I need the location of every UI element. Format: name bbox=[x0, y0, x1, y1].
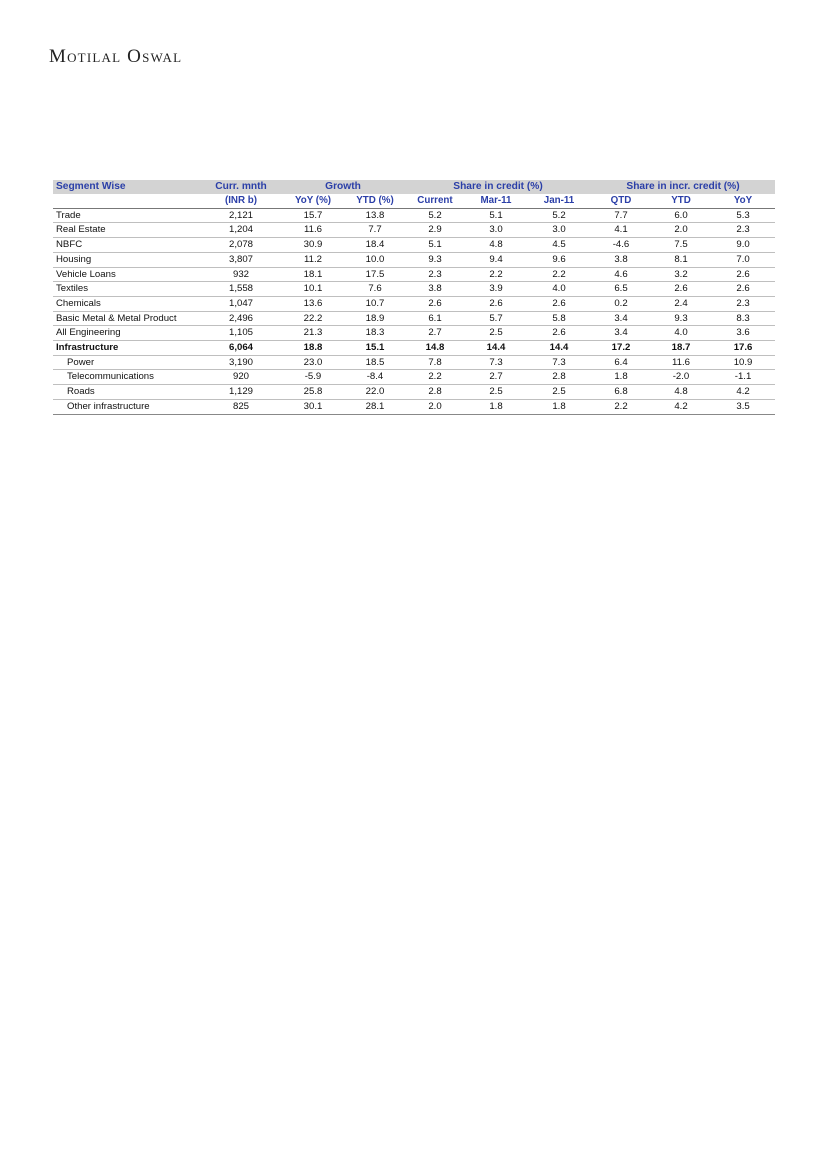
table-cell: 4.1 bbox=[591, 223, 651, 238]
table-cell: 5.1 bbox=[465, 208, 527, 223]
table-cell: 2.6 bbox=[527, 326, 591, 341]
table-cell: 2.3 bbox=[711, 296, 775, 311]
table-cell: 5.2 bbox=[405, 208, 465, 223]
table-cell: 1.8 bbox=[591, 370, 651, 385]
table-cell: 3,190 bbox=[201, 355, 281, 370]
subheader-cell: YTD bbox=[651, 194, 711, 208]
table-cell: 1.8 bbox=[527, 399, 591, 414]
table-cell: 2,078 bbox=[201, 238, 281, 253]
table-cell: 932 bbox=[201, 267, 281, 282]
table-cell: 920 bbox=[201, 370, 281, 385]
row-label: Real Estate bbox=[53, 223, 201, 238]
table-cell: 23.0 bbox=[281, 355, 345, 370]
table-cell: 1.8 bbox=[465, 399, 527, 414]
table-cell: -8.4 bbox=[345, 370, 405, 385]
table-cell: 2.7 bbox=[465, 370, 527, 385]
table-cell: 3.0 bbox=[465, 223, 527, 238]
table-cell: 18.7 bbox=[651, 341, 711, 356]
table-cell: 1,105 bbox=[201, 326, 281, 341]
table-cell: 22.0 bbox=[345, 385, 405, 400]
table-cell: 3.8 bbox=[405, 282, 465, 297]
table-cell: 825 bbox=[201, 399, 281, 414]
row-label: Power bbox=[53, 355, 201, 370]
subheader-cell bbox=[53, 194, 201, 208]
subheader-cell: Jan-11 bbox=[527, 194, 591, 208]
table-cell: 3.9 bbox=[465, 282, 527, 297]
table-cell: 2,496 bbox=[201, 311, 281, 326]
table-cell: 4.6 bbox=[591, 267, 651, 282]
table-cell: 5.2 bbox=[527, 208, 591, 223]
table-cell: -4.6 bbox=[591, 238, 651, 253]
table-cell: 2.8 bbox=[405, 385, 465, 400]
table-cell: 9.0 bbox=[711, 238, 775, 253]
table-cell: 10.1 bbox=[281, 282, 345, 297]
table-cell: 8.1 bbox=[651, 252, 711, 267]
table-cell: 7.6 bbox=[345, 282, 405, 297]
table-cell: 6.4 bbox=[591, 355, 651, 370]
row-label: NBFC bbox=[53, 238, 201, 253]
table-cell: 18.9 bbox=[345, 311, 405, 326]
table-row bbox=[53, 355, 775, 370]
table-row bbox=[53, 208, 775, 223]
table-cell: 2.5 bbox=[527, 385, 591, 400]
table-cell: 2.4 bbox=[651, 296, 711, 311]
table-cell: 2.6 bbox=[405, 296, 465, 311]
table-cell: 17.2 bbox=[591, 341, 651, 356]
table-cell: 17.6 bbox=[711, 341, 775, 356]
row-label: Other infrastructure bbox=[53, 399, 201, 414]
table-cell: 0.2 bbox=[591, 296, 651, 311]
table-cell: 10.9 bbox=[711, 355, 775, 370]
row-label: Telecommunications bbox=[53, 370, 201, 385]
table-cell: 18.4 bbox=[345, 238, 405, 253]
segment-credit-table bbox=[53, 180, 775, 415]
table-cell: 4.0 bbox=[527, 282, 591, 297]
table-cell: 2.0 bbox=[405, 399, 465, 414]
table-row bbox=[53, 341, 775, 356]
table-cell: 15.7 bbox=[281, 208, 345, 223]
table-row bbox=[53, 311, 775, 326]
table-cell: 18.5 bbox=[345, 355, 405, 370]
table-cell: 4.2 bbox=[651, 399, 711, 414]
table-row bbox=[53, 326, 775, 341]
table-cell: 2.7 bbox=[405, 326, 465, 341]
table-cell: -2.0 bbox=[651, 370, 711, 385]
table-cell: 1,129 bbox=[201, 385, 281, 400]
table-cell: 14.4 bbox=[527, 341, 591, 356]
table-cell: -5.9 bbox=[281, 370, 345, 385]
table-cell: 2.2 bbox=[465, 267, 527, 282]
header-group-row bbox=[53, 180, 775, 194]
header-curr-month: Curr. mnth bbox=[201, 180, 281, 194]
table-cell: 3.6 bbox=[711, 326, 775, 341]
table-cell: 3.0 bbox=[527, 223, 591, 238]
table-cell: 4.0 bbox=[651, 326, 711, 341]
subheader-cell: YTD (%) bbox=[345, 194, 405, 208]
table-cell: 5.3 bbox=[711, 208, 775, 223]
header-share-incr-credit: Share in incr. credit (%) bbox=[591, 180, 775, 194]
row-label: Housing bbox=[53, 252, 201, 267]
table-cell: 3.4 bbox=[591, 311, 651, 326]
table-cell: 3.8 bbox=[591, 252, 651, 267]
table-row bbox=[53, 282, 775, 297]
table-cell: 5.7 bbox=[465, 311, 527, 326]
table-cell: 14.4 bbox=[465, 341, 527, 356]
table-row bbox=[53, 267, 775, 282]
subheader-cell: (INR b) bbox=[201, 194, 281, 208]
table-cell: 4.8 bbox=[651, 385, 711, 400]
row-label: Trade bbox=[53, 208, 201, 223]
table-cell: 11.6 bbox=[281, 223, 345, 238]
table-cell: 18.3 bbox=[345, 326, 405, 341]
table-row bbox=[53, 399, 775, 414]
table-cell: 11.6 bbox=[651, 355, 711, 370]
table-cell: 7.7 bbox=[345, 223, 405, 238]
table-cell: 9.4 bbox=[465, 252, 527, 267]
table-cell: 18.8 bbox=[281, 341, 345, 356]
table-cell: 13.8 bbox=[345, 208, 405, 223]
table-row bbox=[53, 370, 775, 385]
table-cell: 28.1 bbox=[345, 399, 405, 414]
table-cell: 7.3 bbox=[465, 355, 527, 370]
table-cell: 30.9 bbox=[281, 238, 345, 253]
table-cell: 8.3 bbox=[711, 311, 775, 326]
subheader-row bbox=[53, 194, 775, 208]
table-cell: 5.1 bbox=[405, 238, 465, 253]
row-label: Roads bbox=[53, 385, 201, 400]
table-cell: 30.1 bbox=[281, 399, 345, 414]
table-cell: 2.0 bbox=[651, 223, 711, 238]
table-cell: 3.4 bbox=[591, 326, 651, 341]
subheader-cell: YoY (%) bbox=[281, 194, 345, 208]
table-cell: 2.6 bbox=[465, 296, 527, 311]
header-share-credit: Share in credit (%) bbox=[405, 180, 591, 194]
table-cell: 7.7 bbox=[591, 208, 651, 223]
header-growth: Growth bbox=[281, 180, 405, 194]
table-cell: 2.6 bbox=[711, 267, 775, 282]
table-cell: 2.5 bbox=[465, 326, 527, 341]
row-label: Textiles bbox=[53, 282, 201, 297]
row-label: Basic Metal & Metal Product bbox=[53, 311, 201, 326]
header-segment: Segment Wise bbox=[53, 180, 201, 194]
subheader-cell: YoY bbox=[711, 194, 775, 208]
row-label: Infrastructure bbox=[53, 341, 201, 356]
table-cell: 2.3 bbox=[711, 223, 775, 238]
subheader-cell: Current bbox=[405, 194, 465, 208]
table-cell: 2.6 bbox=[651, 282, 711, 297]
table-cell: 17.5 bbox=[345, 267, 405, 282]
table-cell: 2.6 bbox=[711, 282, 775, 297]
table-cell: 10.7 bbox=[345, 296, 405, 311]
row-label: All Engineering bbox=[53, 326, 201, 341]
table-row bbox=[53, 252, 775, 267]
table-cell: 22.2 bbox=[281, 311, 345, 326]
table-cell: -1.1 bbox=[711, 370, 775, 385]
table-cell: 5.8 bbox=[527, 311, 591, 326]
row-label: Chemicals bbox=[53, 296, 201, 311]
table-cell: 18.1 bbox=[281, 267, 345, 282]
table-cell: 9.3 bbox=[405, 252, 465, 267]
table-cell: 9.3 bbox=[651, 311, 711, 326]
table-cell: 2.9 bbox=[405, 223, 465, 238]
table-cell: 6,064 bbox=[201, 341, 281, 356]
table-cell: 1,558 bbox=[201, 282, 281, 297]
table-cell: 6.1 bbox=[405, 311, 465, 326]
table-cell: 4.8 bbox=[465, 238, 527, 253]
table-cell: 2.2 bbox=[405, 370, 465, 385]
table-cell: 14.8 bbox=[405, 341, 465, 356]
table-cell: 4.5 bbox=[527, 238, 591, 253]
table-cell: 3.2 bbox=[651, 267, 711, 282]
table-cell: 1,047 bbox=[201, 296, 281, 311]
table-cell: 2,121 bbox=[201, 208, 281, 223]
table-cell: 6.0 bbox=[651, 208, 711, 223]
table-cell: 3.5 bbox=[711, 399, 775, 414]
table-row bbox=[53, 296, 775, 311]
table-cell: 21.3 bbox=[281, 326, 345, 341]
table-row bbox=[53, 385, 775, 400]
table-cell: 2.3 bbox=[405, 267, 465, 282]
table-cell: 2.2 bbox=[591, 399, 651, 414]
table-cell: 2.8 bbox=[527, 370, 591, 385]
table-cell: 2.6 bbox=[527, 296, 591, 311]
subheader-cell: Mar-11 bbox=[465, 194, 527, 208]
table-cell: 25.8 bbox=[281, 385, 345, 400]
row-label: Vehicle Loans bbox=[53, 267, 201, 282]
table-cell: 7.3 bbox=[527, 355, 591, 370]
table-cell: 4.2 bbox=[711, 385, 775, 400]
table-row bbox=[53, 223, 775, 238]
table-cell: 15.1 bbox=[345, 341, 405, 356]
table-cell: 3,807 bbox=[201, 252, 281, 267]
table-cell: 6.5 bbox=[591, 282, 651, 297]
table-cell: 1,204 bbox=[201, 223, 281, 238]
table-cell: 6.8 bbox=[591, 385, 651, 400]
table-cell: 7.8 bbox=[405, 355, 465, 370]
table-cell: 7.0 bbox=[711, 252, 775, 267]
table-row bbox=[53, 238, 775, 253]
subheader-cell: QTD bbox=[591, 194, 651, 208]
table-cell: 10.0 bbox=[345, 252, 405, 267]
company-logo: Motilal Oswal bbox=[49, 46, 183, 67]
table-cell: 13.6 bbox=[281, 296, 345, 311]
table-cell: 7.5 bbox=[651, 238, 711, 253]
table-cell: 2.2 bbox=[527, 267, 591, 282]
table-cell: 11.2 bbox=[281, 252, 345, 267]
table-cell: 9.6 bbox=[527, 252, 591, 267]
table-cell: 2.5 bbox=[465, 385, 527, 400]
